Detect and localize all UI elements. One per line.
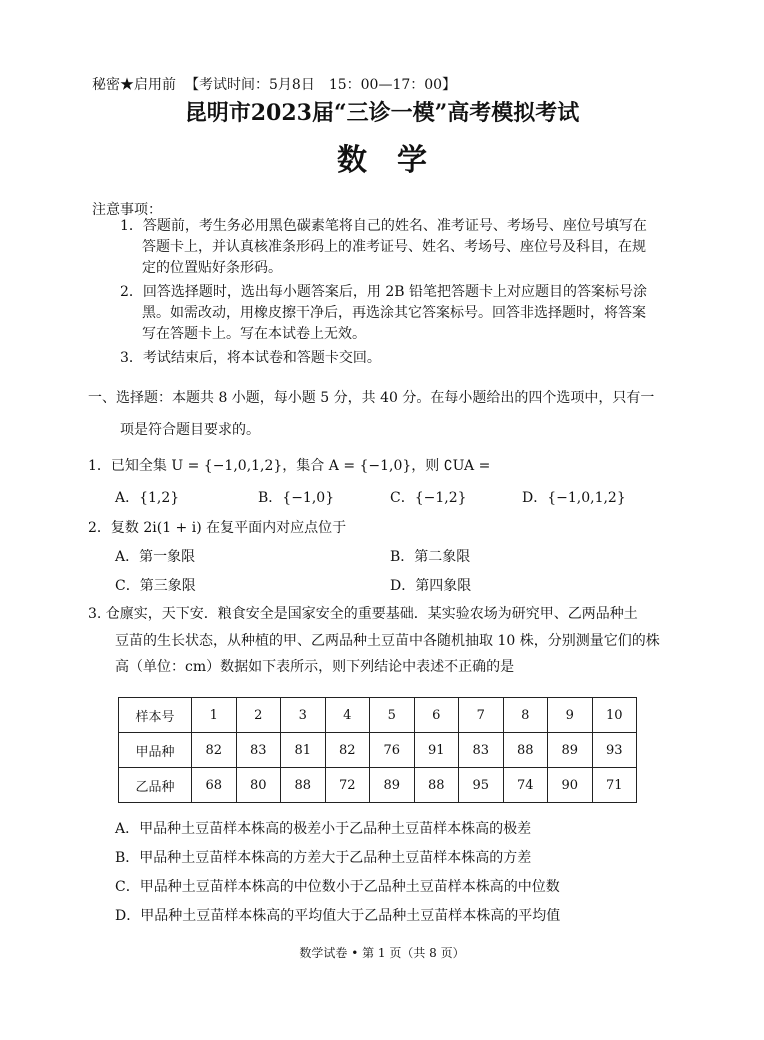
table-cell: 88 [503, 733, 548, 768]
height-data-table [118, 697, 637, 803]
q1-option-c: C．{−1,2} [390, 490, 467, 506]
table-cell: 1 [192, 698, 237, 733]
page-footer: 数学试卷 • 第 1 页（共 8 页） [299, 946, 465, 960]
q2-option-d: D．第四象限 [390, 578, 472, 594]
table-cell: 5 [370, 698, 415, 733]
question-3-stem-cont: 高（单位：cm）数据如下表所示，则下列结论中表述不正确的是 [115, 659, 515, 675]
q3-option-a: A．甲品种土豆苗样本株高的极差小于乙品种土豆苗样本株高的极差 [115, 821, 532, 837]
table-cell: 10 [592, 698, 637, 733]
q2-option-c: C．第三象限 [115, 578, 196, 594]
table-cell: 71 [592, 768, 637, 803]
q2-option-a: A．第一象限 [115, 549, 196, 565]
q1-option-b: B．{−1,0} [258, 490, 335, 506]
note-line: 2．回答选择题时，选出每小题答案后，用 2B 铅笔把答题卡上对应题目的答案标号涂 [120, 284, 648, 300]
question-3-stem: 3. 仓廪实，天下安．粮食安全是国家安全的重要基础．某实验农场为研究甲、乙两品种土 [88, 606, 638, 622]
exam-title: 昆明市2023届“三诊一模”高考模拟考试 [184, 100, 580, 126]
note-line: 写在答题卡上。写在本试卷上无效。 [142, 326, 366, 342]
table-cell: 2 [236, 698, 281, 733]
note-line: 定的位置贴好条形码。 [142, 260, 282, 276]
table-cell: 72 [325, 768, 370, 803]
table-cell: 82 [192, 733, 237, 768]
table-cell: 83 [459, 733, 504, 768]
table-cell: 74 [503, 768, 548, 803]
table-cell: 乙品种 [119, 768, 192, 803]
table-cell: 88 [281, 768, 326, 803]
table-cell: 样本号 [119, 698, 192, 733]
q2-option-b: B．第二象限 [390, 549, 471, 565]
q3-option-b: B．甲品种土豆苗样本株高的方差大于乙品种土豆苗样本株高的方差 [115, 850, 532, 866]
note-line: 3．考试结束后，将本试卷和答题卡交回。 [120, 350, 381, 366]
table-cell: 90 [548, 768, 593, 803]
table-cell: 81 [281, 733, 326, 768]
q1-option-d: D．{−1,0,1,2} [522, 490, 626, 506]
exam-time: 【考试时间：5月8日 15：00—17：00】 [185, 77, 457, 93]
confidential-label: 秘密★启用前 [92, 77, 176, 93]
notes-heading: 注意事项： [92, 202, 162, 218]
table-cell: 89 [548, 733, 593, 768]
subject-title: 数学 [337, 143, 457, 178]
table-cell: 68 [192, 768, 237, 803]
table-cell: 88 [414, 768, 459, 803]
section-heading-cont: 项是符合题目要求的。 [120, 422, 260, 438]
table-cell: 91 [414, 733, 459, 768]
table-cell: 8 [503, 698, 548, 733]
table-cell: 83 [236, 733, 281, 768]
table-cell: 9 [548, 698, 593, 733]
table-cell: 3 [281, 698, 326, 733]
q3-option-c: C．甲品种土豆苗样本株高的中位数小于乙品种土豆苗样本株高的中位数 [115, 879, 560, 895]
table-row [119, 768, 637, 803]
note-line: 1．答题前，考生务必用黑色碳素笔将自己的姓名、准考证号、考场号、座位号填写在 [120, 218, 647, 234]
table-cell: 95 [459, 768, 504, 803]
section-heading: 一、选择题：本题共 8 小题，每小题 5 分，共 40 分。在每小题给出的四个选项中，只有一 [88, 390, 655, 406]
table-cell: 7 [459, 698, 504, 733]
table-cell: 4 [325, 698, 370, 733]
note-line: 答题卡上，并认真核准条形码上的准考证号、姓名、考场号、座位号及科目，在规 [142, 239, 646, 255]
table-cell: 82 [325, 733, 370, 768]
table-cell: 76 [370, 733, 415, 768]
question-2-stem: 2．复数 2i(1 + i) 在复平面内对应点位于 [88, 520, 347, 536]
table-cell: 93 [592, 733, 637, 768]
table-row [119, 733, 637, 768]
table-cell: 甲品种 [119, 733, 192, 768]
table-header-row [119, 698, 637, 733]
table-cell: 89 [370, 768, 415, 803]
q1-option-a: A．{1,2} [115, 490, 180, 506]
table-cell: 80 [236, 768, 281, 803]
question-1-stem: 1．已知全集 U = {−1,0,1,2}，集合 A = {−1,0}，则 ∁UA = [88, 458, 491, 474]
note-line: 黑。如需改动，用橡皮擦干净后，再选涂其它答案标号。回答非选择题时，将答案 [142, 305, 646, 321]
q3-option-d: D．甲品种土豆苗样本株高的平均值大于乙品种土豆苗样本株高的平均值 [115, 908, 561, 924]
table-cell: 6 [414, 698, 459, 733]
question-3-stem-cont: 豆苗的生长状态，从种植的甲、乙两品种土豆苗中各随机抽取 10 株，分别测量它们的株 [115, 633, 660, 649]
